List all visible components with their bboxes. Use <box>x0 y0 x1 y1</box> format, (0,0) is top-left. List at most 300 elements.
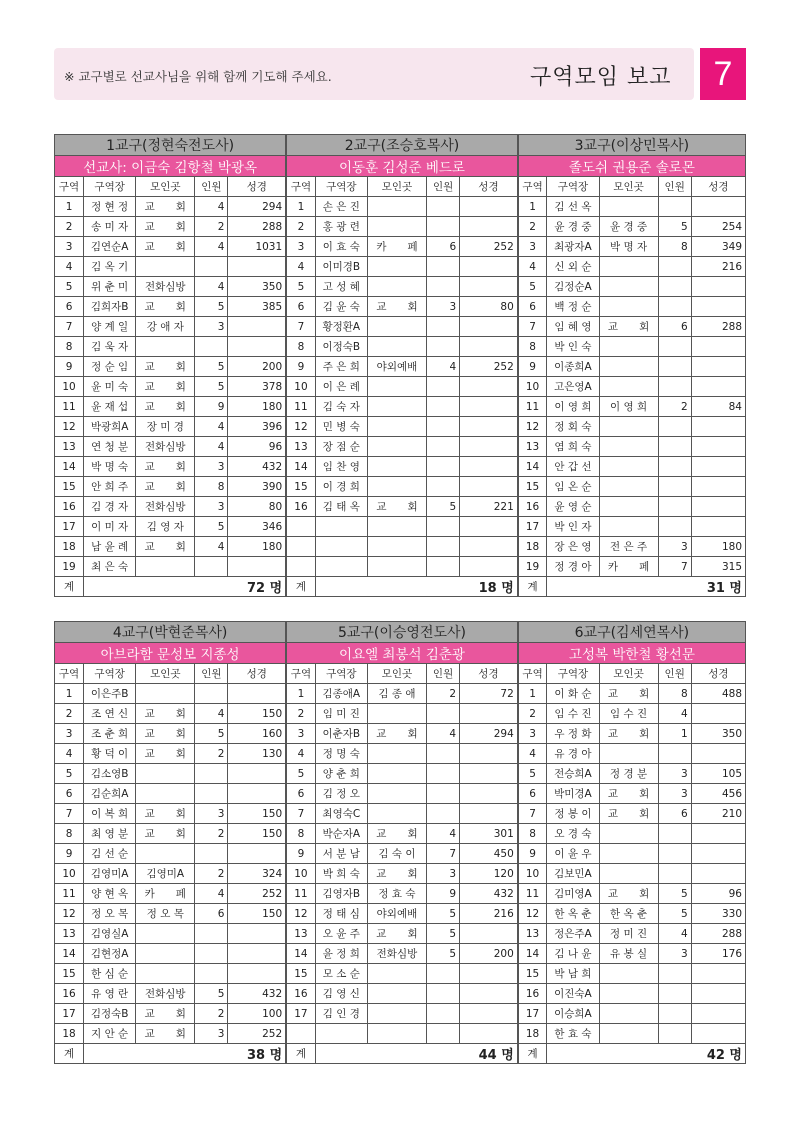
cell <box>460 704 518 724</box>
cell: 4 <box>55 257 84 277</box>
cell <box>136 944 195 964</box>
cell: 9 <box>518 357 547 377</box>
cell: 카 페 <box>136 884 195 904</box>
cell: 김현정A <box>84 944 136 964</box>
cell: 김종애A <box>315 684 367 704</box>
cell: 8 <box>195 477 228 497</box>
cell: 3 <box>195 804 228 824</box>
cell: 위 춘 미 <box>84 277 136 297</box>
prayer-note: ※ 교구별로 선교사님을 위해 함께 기도해 주세요. <box>64 69 332 84</box>
cell: 3 <box>658 784 691 804</box>
cell: 최 영 분 <box>84 824 136 844</box>
cell: 황정환A <box>315 317 367 337</box>
cell: 장 미 경 <box>136 417 195 437</box>
cell <box>228 844 286 864</box>
cell: 김영실A <box>84 924 136 944</box>
cell: 14 <box>55 457 84 477</box>
cell: 8 <box>286 824 315 844</box>
cell <box>658 517 691 537</box>
cell: 11 <box>518 397 547 417</box>
cell <box>460 557 518 577</box>
cell <box>427 277 460 297</box>
cell: 10 <box>55 864 84 884</box>
cell: 3 <box>658 537 691 557</box>
cell: 14 <box>55 944 84 964</box>
cell: 박광희A <box>84 417 136 437</box>
table-row <box>55 744 746 764</box>
cell <box>691 357 745 377</box>
cell: 4 <box>195 197 228 217</box>
cell: 2 <box>195 864 228 884</box>
cell: 안 희 주 <box>84 477 136 497</box>
cell: 이은주B <box>84 684 136 704</box>
cell <box>427 337 460 357</box>
cell <box>136 764 195 784</box>
group-title: 3교구(이상민목사) <box>518 135 746 156</box>
cell: 216 <box>691 257 745 277</box>
table-row <box>55 477 746 497</box>
column-header: 구역장 <box>315 664 367 684</box>
cell: 교 회 <box>136 1004 195 1024</box>
cell <box>460 984 518 1004</box>
cell: 유 봉 실 <box>599 944 658 964</box>
cell: 2 <box>55 704 84 724</box>
cell <box>460 764 518 784</box>
cell: 12 <box>55 904 84 924</box>
cell: 17 <box>55 517 84 537</box>
column-header: 구역 <box>55 664 84 684</box>
cell: 3 <box>658 944 691 964</box>
cell: 385 <box>228 297 286 317</box>
cell: 252 <box>460 357 518 377</box>
missionary-names: 고성복 박한철 황선문 <box>518 643 746 664</box>
cell: 전화심방 <box>136 984 195 1004</box>
cell <box>367 457 426 477</box>
column-header: 성경 <box>228 177 286 197</box>
cell <box>658 744 691 764</box>
cell: 6 <box>286 297 315 317</box>
cell <box>691 437 745 457</box>
cell <box>195 844 228 864</box>
cell: 5 <box>286 764 315 784</box>
cell: 윤 정 희 <box>315 944 367 964</box>
cell: 교 회 <box>367 824 426 844</box>
table-row <box>55 804 746 824</box>
cell: 정 미 진 <box>599 924 658 944</box>
cell: 이종희A <box>547 357 599 377</box>
cell: 교 회 <box>136 457 195 477</box>
cell: 130 <box>228 744 286 764</box>
cell <box>599 744 658 764</box>
cell: 한 옥 춘 <box>599 904 658 924</box>
column-header: 모인곳 <box>367 664 426 684</box>
cell: 18 <box>518 1024 547 1044</box>
table-row <box>55 237 746 257</box>
cell: 3 <box>55 724 84 744</box>
cell: 9 <box>286 844 315 864</box>
cell: 최 은 숙 <box>84 557 136 577</box>
cell: 14 <box>286 457 315 477</box>
cell: 조 연 신 <box>84 704 136 724</box>
cell: 교 회 <box>136 1024 195 1044</box>
column-header: 구역 <box>518 664 547 684</box>
cell <box>367 704 426 724</box>
cell <box>460 197 518 217</box>
cell: 8 <box>518 824 547 844</box>
cell: 교 회 <box>599 317 658 337</box>
cell: 신 외 순 <box>547 257 599 277</box>
cell: 정 오 목 <box>84 904 136 924</box>
total-label: 계 <box>286 1044 315 1064</box>
cell <box>367 1004 426 1024</box>
cell <box>136 924 195 944</box>
cell: 450 <box>460 844 518 864</box>
cell: 박미경A <box>547 784 599 804</box>
group-title: 6교구(김세연목사) <box>518 622 746 643</box>
cell: 정 회 숙 <box>547 417 599 437</box>
cell: 5 <box>427 944 460 964</box>
column-header: 성경 <box>460 664 518 684</box>
total-label: 계 <box>286 577 315 597</box>
cell: 김 영 신 <box>315 984 367 1004</box>
cell: 모 소 순 <box>315 964 367 984</box>
cell <box>599 477 658 497</box>
cell: 18 <box>55 537 84 557</box>
cell: 10 <box>286 377 315 397</box>
district-table-1-3 <box>54 134 746 597</box>
cell: 12 <box>55 417 84 437</box>
cell <box>691 297 745 317</box>
cell: 9 <box>518 844 547 864</box>
total-row <box>55 1044 746 1064</box>
cell: 황 덕 이 <box>84 744 136 764</box>
cell: 4 <box>427 724 460 744</box>
cell: 박 희 숙 <box>315 864 367 884</box>
cell: 301 <box>460 824 518 844</box>
cell: 고 성 혜 <box>315 277 367 297</box>
cell: 80 <box>460 297 518 317</box>
cell: 11 <box>286 884 315 904</box>
cell: 교 회 <box>136 297 195 317</box>
cell: 80 <box>228 497 286 517</box>
cell: 12 <box>518 904 547 924</box>
cell <box>599 497 658 517</box>
table-row <box>55 257 746 277</box>
column-header: 인원 <box>427 664 460 684</box>
cell: 7 <box>55 317 84 337</box>
column-header: 모인곳 <box>136 177 195 197</box>
cell: 전화심방 <box>136 277 195 297</box>
cell: 교 회 <box>599 724 658 744</box>
cell: 16 <box>286 497 315 517</box>
cell <box>460 784 518 804</box>
cell: 1031 <box>228 237 286 257</box>
cell: 홍 광 련 <box>315 217 367 237</box>
cell: 13 <box>286 437 315 457</box>
cell <box>367 337 426 357</box>
cell <box>367 764 426 784</box>
total-count: 38 명 <box>84 1044 287 1064</box>
cell <box>367 804 426 824</box>
cell: 8 <box>55 824 84 844</box>
cell: 교 회 <box>136 724 195 744</box>
cell: 김 정 오 <box>315 784 367 804</box>
cell <box>195 337 228 357</box>
cell <box>195 964 228 984</box>
cell: 카 페 <box>599 557 658 577</box>
cell <box>460 377 518 397</box>
table-row <box>55 297 746 317</box>
table-row <box>55 517 746 537</box>
cell <box>427 217 460 237</box>
cell <box>460 397 518 417</box>
cell <box>691 844 745 864</box>
cell <box>658 437 691 457</box>
cell: 4 <box>55 744 84 764</box>
total-label: 계 <box>55 1044 84 1064</box>
column-header: 구역장 <box>315 177 367 197</box>
cell: 10 <box>55 377 84 397</box>
cell <box>658 824 691 844</box>
cell: 백 정 순 <box>547 297 599 317</box>
group-title: 5교구(이승영전도사) <box>286 622 518 643</box>
cell: 5 <box>427 924 460 944</box>
cell <box>427 704 460 724</box>
cell <box>658 417 691 437</box>
cell <box>691 964 745 984</box>
cell <box>460 964 518 984</box>
cell: 180 <box>228 397 286 417</box>
cell: 손 은 진 <box>315 197 367 217</box>
column-header: 구역장 <box>547 664 599 684</box>
cell: 3 <box>518 237 547 257</box>
cell: 이 화 순 <box>547 684 599 704</box>
missionary-names: 아브라함 문성보 지종성 <box>55 643 287 664</box>
cell: 김 숙 이 <box>367 844 426 864</box>
cell <box>367 197 426 217</box>
cell: 교 회 <box>367 724 426 744</box>
cell: 150 <box>228 704 286 724</box>
cell: 김 선 순 <box>84 844 136 864</box>
table-row <box>55 497 746 517</box>
cell: 2 <box>518 217 547 237</box>
cell <box>599 864 658 884</box>
cell <box>691 744 745 764</box>
table-row <box>55 844 746 864</box>
cell: 5 <box>55 277 84 297</box>
cell <box>367 377 426 397</box>
cell: 교 회 <box>136 397 195 417</box>
cell: 1 <box>55 197 84 217</box>
cell: 5 <box>518 277 547 297</box>
cell <box>427 804 460 824</box>
cell: 김보민A <box>547 864 599 884</box>
cell <box>691 517 745 537</box>
column-header: 구역 <box>55 177 84 197</box>
cell: 1 <box>518 684 547 704</box>
cell: 장 은 영 <box>547 537 599 557</box>
cell <box>195 924 228 944</box>
cell: 이진숙A <box>547 984 599 1004</box>
column-header: 인원 <box>195 664 228 684</box>
cell: 김 숙 자 <box>315 397 367 417</box>
cell: 7 <box>286 804 315 824</box>
cell: 지 안 순 <box>84 1024 136 1044</box>
cell: 11 <box>286 397 315 417</box>
cell: 교 회 <box>367 864 426 884</box>
cell <box>599 357 658 377</box>
cell: 8 <box>658 684 691 704</box>
column-header: 구역 <box>518 177 547 197</box>
cell: 주 은 희 <box>315 357 367 377</box>
cell: 민 병 숙 <box>315 417 367 437</box>
cell: 6 <box>518 784 547 804</box>
cell: 5 <box>195 357 228 377</box>
cell: 염 희 숙 <box>547 437 599 457</box>
cell <box>427 557 460 577</box>
cell: 350 <box>691 724 745 744</box>
cell <box>367 437 426 457</box>
cell: 15 <box>286 477 315 497</box>
cell: 교 회 <box>136 237 195 257</box>
table-row <box>55 984 746 1004</box>
table-row <box>55 537 746 557</box>
cell <box>228 684 286 704</box>
table-row <box>55 457 746 477</box>
cell <box>427 984 460 1004</box>
cell: 임 미 진 <box>315 704 367 724</box>
cell <box>658 844 691 864</box>
cell <box>658 277 691 297</box>
cell <box>460 257 518 277</box>
cell <box>195 684 228 704</box>
cell: 1 <box>286 197 315 217</box>
cell <box>228 317 286 337</box>
cell <box>460 924 518 944</box>
cell <box>427 964 460 984</box>
cell: 288 <box>691 924 745 944</box>
cell <box>460 417 518 437</box>
cell <box>286 537 315 557</box>
cell <box>427 457 460 477</box>
cell: 4 <box>195 537 228 557</box>
cell <box>286 1024 315 1044</box>
total-count: 72 명 <box>84 577 287 597</box>
cell: 교 회 <box>136 377 195 397</box>
cell: 96 <box>228 437 286 457</box>
cell: 294 <box>228 197 286 217</box>
cell: 임 수 진 <box>599 704 658 724</box>
cell: 정 오 목 <box>136 904 195 924</box>
cell: 임 혜 영 <box>547 317 599 337</box>
cell <box>367 984 426 1004</box>
cell: 19 <box>518 557 547 577</box>
cell <box>599 257 658 277</box>
table-row <box>55 884 746 904</box>
cell: 3 <box>427 297 460 317</box>
cell: 16 <box>286 984 315 1004</box>
cell: 252 <box>460 237 518 257</box>
cell: 박 명 숙 <box>84 457 136 477</box>
cell: 15 <box>55 964 84 984</box>
cell: 이 미 자 <box>84 517 136 537</box>
cell: 이 영 희 <box>547 397 599 417</box>
table-row <box>55 724 746 744</box>
cell: 김소영B <box>84 764 136 784</box>
cell: 288 <box>228 217 286 237</box>
cell <box>367 784 426 804</box>
cell <box>658 984 691 1004</box>
cell: 346 <box>228 517 286 537</box>
cell <box>658 457 691 477</box>
cell: 전화심방 <box>136 497 195 517</box>
cell: 6 <box>195 904 228 924</box>
cell: 19 <box>55 557 84 577</box>
cell: 4 <box>195 884 228 904</box>
cell: 4 <box>195 704 228 724</box>
cell: 양 현 옥 <box>84 884 136 904</box>
cell <box>599 277 658 297</box>
cell: 432 <box>228 984 286 1004</box>
cell: 8 <box>286 337 315 357</box>
cell: 박 인 숙 <box>547 337 599 357</box>
cell: 180 <box>228 537 286 557</box>
cell: 294 <box>460 724 518 744</box>
cell: 8 <box>55 337 84 357</box>
cell: 11 <box>55 884 84 904</box>
cell: 최영숙C <box>315 804 367 824</box>
cell: 3 <box>195 457 228 477</box>
cell: 김 경 자 <box>84 497 136 517</box>
table-row <box>55 924 746 944</box>
cell: 정 현 정 <box>84 197 136 217</box>
cell: 윤 경 중 <box>599 217 658 237</box>
cell: 2 <box>286 704 315 724</box>
cell: 교 회 <box>136 197 195 217</box>
cell: 유 영 란 <box>84 984 136 1004</box>
cell <box>228 964 286 984</box>
cell: 432 <box>460 884 518 904</box>
cell: 김 윤 숙 <box>315 297 367 317</box>
cell <box>367 317 426 337</box>
cell <box>427 377 460 397</box>
cell: 5 <box>518 764 547 784</box>
cell: 5 <box>195 297 228 317</box>
cell <box>691 477 745 497</box>
cell: 교 회 <box>136 217 195 237</box>
cell: 13 <box>518 924 547 944</box>
cell: 9 <box>195 397 228 417</box>
table-row <box>55 824 746 844</box>
cell: 378 <box>228 377 286 397</box>
table-row <box>55 357 746 377</box>
cell <box>136 964 195 984</box>
cell <box>691 277 745 297</box>
column-header: 성경 <box>691 177 745 197</box>
table-row <box>55 337 746 357</box>
cell: 3 <box>195 317 228 337</box>
cell <box>658 337 691 357</box>
cell: 이춘자B <box>315 724 367 744</box>
cell: 9 <box>55 357 84 377</box>
cell <box>367 537 426 557</box>
table-row <box>55 417 746 437</box>
cell <box>367 257 426 277</box>
cell <box>691 704 745 724</box>
cell: 14 <box>286 944 315 964</box>
cell: 330 <box>691 904 745 924</box>
cell: 3 <box>518 724 547 744</box>
